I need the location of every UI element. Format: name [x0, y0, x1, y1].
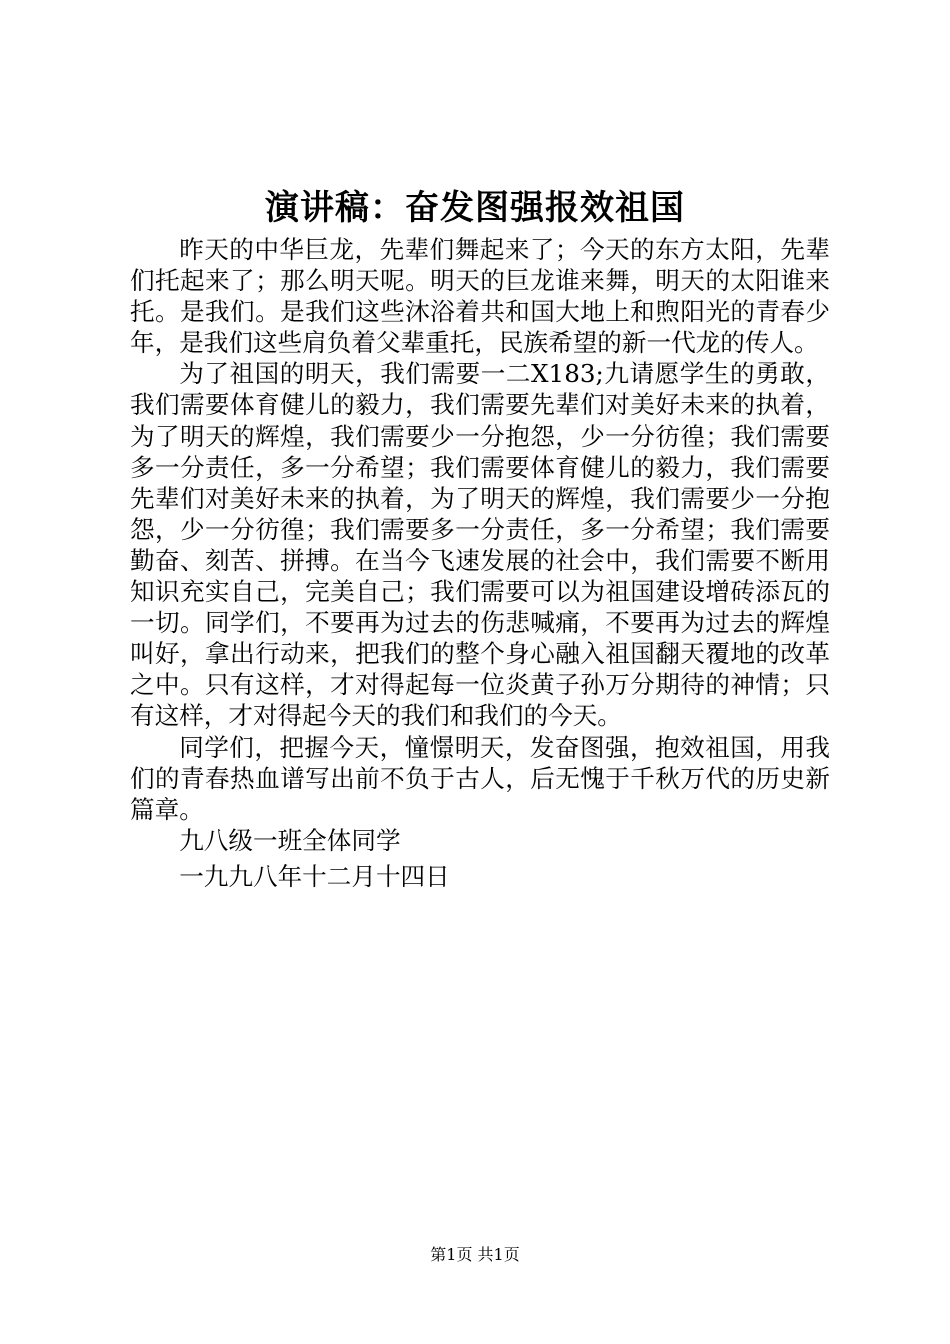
document-title: 演讲稿：奋发图强报效祖国: [265, 188, 685, 228]
paragraph-3: 同学们，把握今天，憧憬明天，发奋图强，抱效祖国，用我们的青春热血谱写出前不负于古人，后无愧于千秋万代的历史新篇章。: [130, 732, 830, 824]
page-footer: 第1页 共1页: [430, 1245, 520, 1264]
document-body: [130, 234, 830, 892]
signature: 九八级一班全体同学: [179, 825, 401, 855]
date: 一九九八年十二月十四日: [179, 861, 450, 891]
paragraph-2: 为了祖国的明天，我们需要一二X183;九请愿学生的勇敢，我们需要体育健儿的毅力，我们需要先辈们对美好未来的执着，为了明天的辉煌，我们需要少一分抱怨，少一分彷徨；我们需要多一分责任，多一分希望；我们需要体育健儿的毅力，我们需要先辈们对美好未来的执着，为了明天的辉煌，我们需要少一分抱怨，少一分彷徨；我们需要多一分责任，多一分希望；我们需要勤奋、刻苦、拼搏。在当今飞速发展的社会中，我们需要不断用知识充实自己，完美自己；我们需要可以为祖国建设增砖添瓦的一切。同学们，不要再为过去的伤悲喊痛，不要再为过去的辉煌叫好，拿出行动来，把我们的整个身心融入祖国翻天覆地的改革之中。只有这样，才对得起每一位炎黄子孙万分期待的神情；只有这样，才对得起今天的我们和我们的今天。: [130, 359, 830, 731]
paragraph-1: 昨天的中华巨龙，先辈们舞起来了；今天的东方太阳，先辈们托起来了；那么明天呢。明天的巨龙谁来舞，明天的太阳谁来托。是我们。是我们这些沐浴着共和国大地上和煦阳光的青春少年，是我们这些肩负着父辈重托，民族希望的新一代龙的传人。: [130, 235, 830, 358]
